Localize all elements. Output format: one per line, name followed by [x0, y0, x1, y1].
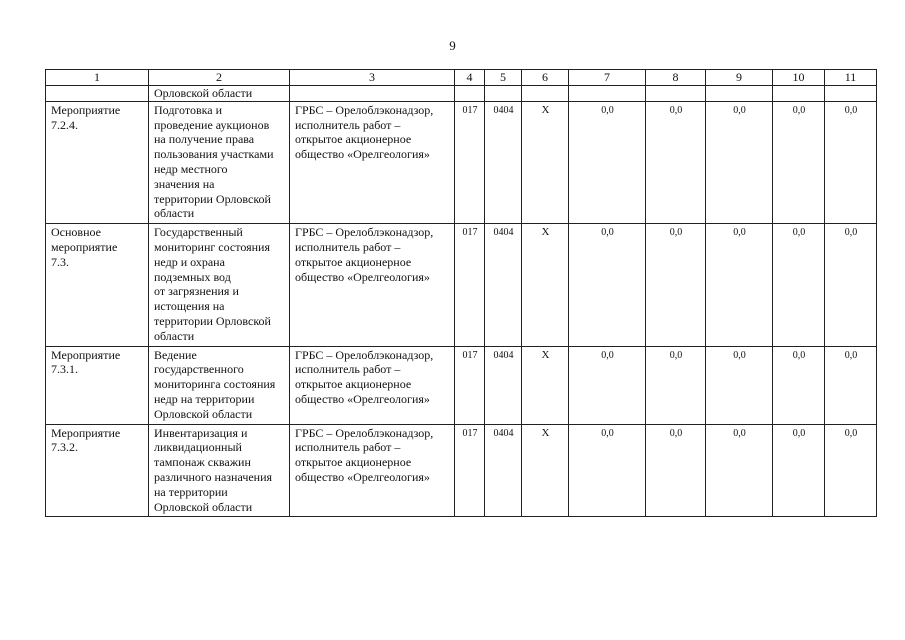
value-cell: 0,0 [646, 101, 706, 223]
value-cell: 0,0 [773, 424, 825, 517]
value-cell: 0,0 [569, 424, 646, 517]
value-cell: 0,0 [646, 346, 706, 424]
column-header: 1 [46, 70, 149, 86]
column-header: 10 [773, 70, 825, 86]
target-article: Х [522, 101, 569, 223]
value-cell: 0,0 [569, 224, 646, 346]
value-cell: 0,0 [706, 424, 773, 517]
value-cell: 0,0 [706, 224, 773, 346]
table-row [46, 424, 877, 517]
value-cell: 0,0 [773, 224, 825, 346]
executor: ГРБС – Орелоблэконадзор, исполнитель работ – открытое акционерное общество «Орелгеология» [290, 424, 455, 517]
value-cell: 0,0 [825, 346, 877, 424]
value-cell: 0,0 [825, 424, 877, 517]
measure-name: Инвентаризация и ликвидационный тампонаж скважин различного назначения на территории Орловской области [149, 424, 290, 517]
column-header: 3 [290, 70, 455, 86]
grbs-code: 017 [455, 424, 485, 517]
value-cell: 0,0 [825, 224, 877, 346]
value-cell: 0,0 [825, 101, 877, 223]
target-article: Х [522, 346, 569, 424]
measure-code: Мероприятие 7.3.1. [46, 346, 149, 424]
section-code: 0404 [485, 101, 522, 223]
value-cell: 0,0 [773, 101, 825, 223]
measure-code: Основное мероприятие 7.3. [46, 224, 149, 346]
value-cell: 0,0 [646, 424, 706, 517]
page-number: 9 [449, 38, 456, 53]
program-table [45, 69, 877, 517]
value-cell: 0,0 [569, 101, 646, 223]
column-header: 2 [149, 70, 290, 86]
header-row [46, 70, 877, 86]
continuation-text: Орловской области [149, 86, 290, 102]
value-cell: 0,0 [773, 346, 825, 424]
empty-cell [46, 86, 149, 102]
executor: ГРБС – Орелоблэконадзор, исполнитель работ – открытое акционерное общество «Орелгеология» [290, 101, 455, 223]
section-code: 0404 [485, 346, 522, 424]
value-cell: 0,0 [646, 224, 706, 346]
column-header: 9 [706, 70, 773, 86]
measure-name: Государственный мониторинг состояния недр и охрана подземных вод от загрязнения и истощения на территории Орловской области [149, 224, 290, 346]
grbs-code: 017 [455, 224, 485, 346]
table-row [46, 224, 877, 346]
executor: ГРБС – Орелоблэконадзор, исполнитель работ – открытое акционерное общество «Орелгеология» [290, 346, 455, 424]
section-code: 0404 [485, 224, 522, 346]
value-cell: 0,0 [569, 346, 646, 424]
measure-code: Мероприятие 7.3.2. [46, 424, 149, 517]
column-header: 7 [569, 70, 646, 86]
measure-code: Мероприятие 7.2.4. [46, 101, 149, 223]
column-header: 4 [455, 70, 485, 86]
section-code: 0404 [485, 424, 522, 517]
column-header: 5 [485, 70, 522, 86]
column-header: 8 [646, 70, 706, 86]
target-article: Х [522, 224, 569, 346]
table-row [46, 101, 877, 223]
grbs-code: 017 [455, 346, 485, 424]
measure-name: Подготовка и проведение аукционов на получение права пользования участками недр местного значения на территории Орловской области [149, 101, 290, 223]
table-row [46, 346, 877, 424]
target-article: Х [522, 424, 569, 517]
column-header: 6 [522, 70, 569, 86]
value-cell: 0,0 [706, 346, 773, 424]
value-cell: 0,0 [706, 101, 773, 223]
grbs-code: 017 [455, 101, 485, 223]
column-header: 11 [825, 70, 877, 86]
measure-name: Ведение государственного мониторинга состояния недр на территории Орловской области [149, 346, 290, 424]
continuation-row [46, 86, 877, 102]
executor: ГРБС – Орелоблэконадзор, исполнитель работ – открытое акционерное общество «Орелгеология» [290, 224, 455, 346]
